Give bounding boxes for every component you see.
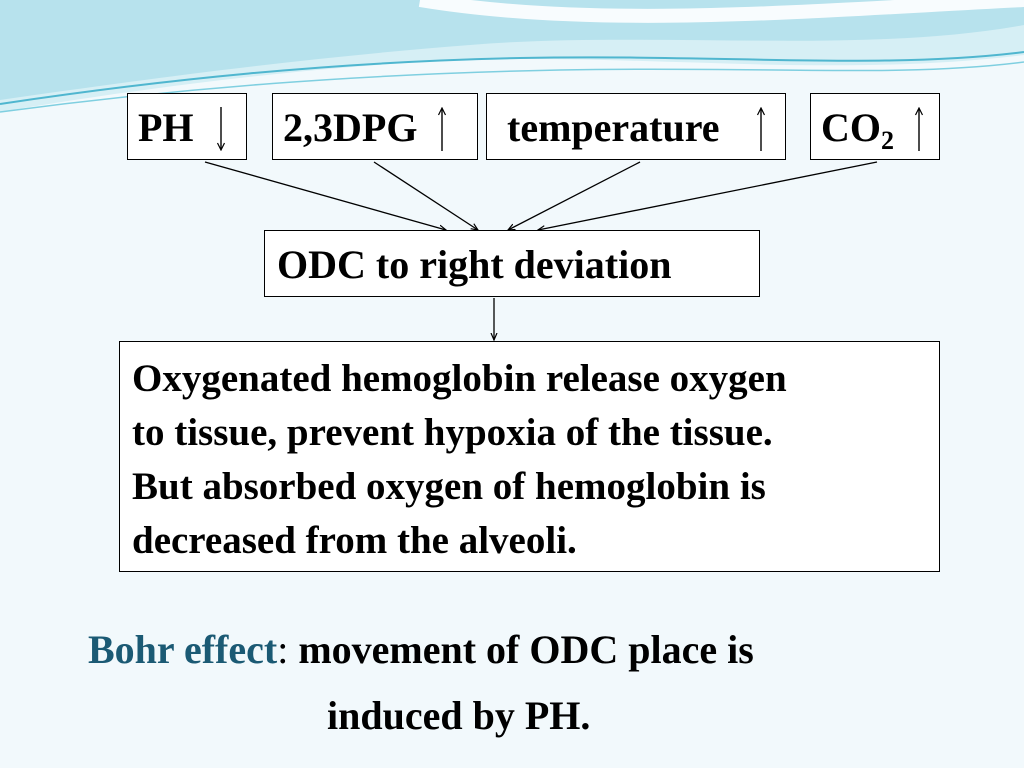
arrow-down-icon — [216, 107, 226, 151]
bohr-colon: : — [277, 627, 289, 672]
bohr-term: Bohr effect — [88, 627, 278, 672]
factor-label-temperature: temperature — [507, 105, 720, 150]
arrow-temp-to-odc — [508, 162, 640, 230]
bohr-line1: movement of ODC place is — [298, 627, 754, 672]
factor-box-dpg — [272, 93, 478, 160]
factor-label-dpg: 2,3DPG — [283, 105, 418, 150]
bohr-definition — [88, 622, 754, 678]
factor-label-ph: PH — [138, 105, 194, 150]
effect-line: But absorbed oxygen of hemoglobin is — [132, 465, 766, 508]
arrow-up-icon — [914, 107, 924, 151]
arrow-ph-to-odc — [205, 162, 446, 230]
factor-box-ph — [127, 93, 247, 160]
arrow-dpg-to-odc — [374, 162, 478, 230]
factor-label-co2: $CO_2$ — [821, 105, 894, 155]
effect-line: Oxygenated hemoglobin release oxygen — [132, 357, 787, 400]
arrow-up-icon — [756, 107, 766, 151]
bohr-line2: induced by PH. — [327, 693, 591, 738]
result-text: ODC to right deviation — [277, 242, 672, 287]
factor-box-temperature — [486, 93, 786, 160]
result-box — [264, 230, 760, 297]
effect-text — [132, 352, 787, 568]
effect-box — [119, 341, 940, 572]
arrow-up-icon — [437, 107, 447, 151]
factor-box-co2 — [810, 93, 940, 160]
effect-line: to tissue, prevent hypoxia of the tissue. — [132, 411, 773, 454]
effect-line: decreased from the alveoli. — [132, 519, 577, 562]
